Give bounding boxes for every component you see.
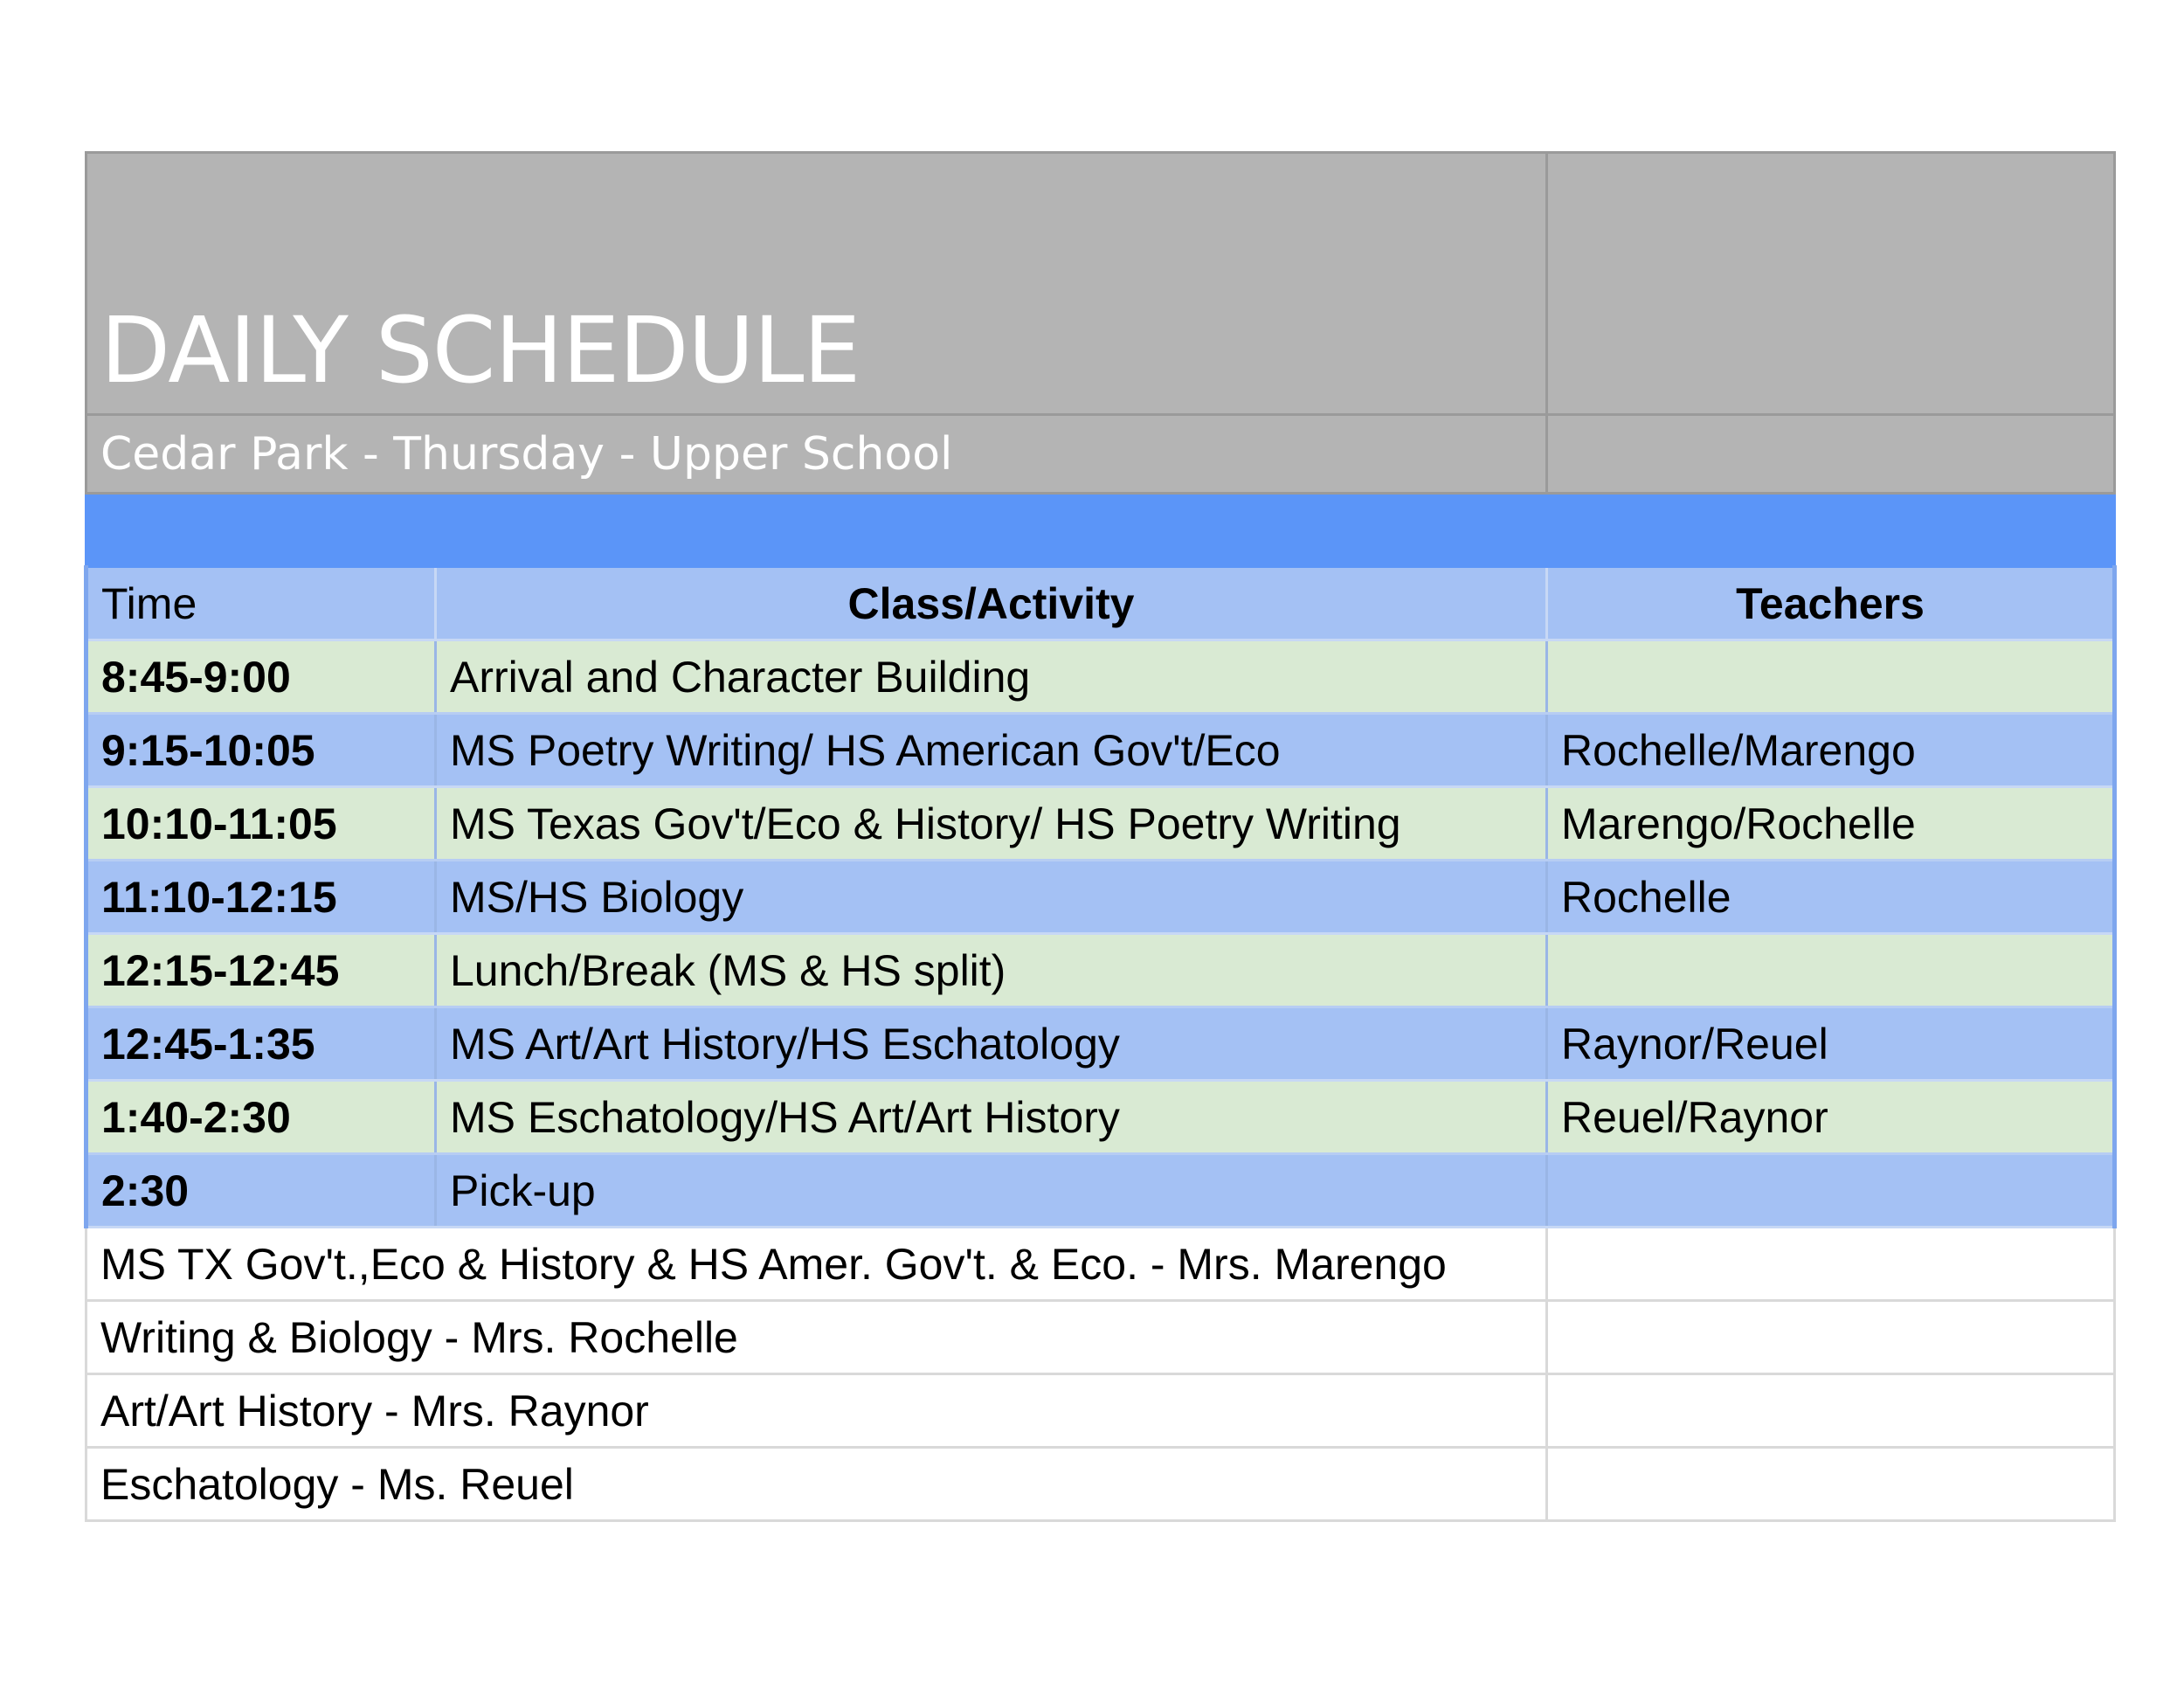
note-empty-cell[interactable] bbox=[1547, 1301, 2115, 1374]
activity-cell[interactable]: MS Art/Art History/HS Eschatology bbox=[436, 1007, 1547, 1081]
activity-cell[interactable]: Pick-up bbox=[436, 1154, 1547, 1228]
title-row bbox=[86, 153, 2115, 415]
table-row bbox=[86, 787, 2115, 861]
column-header-row bbox=[86, 567, 2115, 640]
note-empty-cell[interactable] bbox=[1547, 1448, 2115, 1521]
activity-cell[interactable]: MS/HS Biology bbox=[436, 861, 1547, 934]
table-row bbox=[86, 1007, 2115, 1081]
note-cell[interactable]: Eschatology - Ms. Reuel bbox=[86, 1448, 1547, 1521]
note-row bbox=[86, 1448, 2115, 1521]
table-row bbox=[86, 1081, 2115, 1154]
note-row bbox=[86, 1301, 2115, 1374]
subtitle-row bbox=[86, 415, 2115, 494]
time-cell[interactable]: 1:40-2:30 bbox=[86, 1081, 436, 1154]
teachers-cell[interactable] bbox=[1547, 640, 2115, 714]
note-row bbox=[86, 1228, 2115, 1301]
title-cell[interactable] bbox=[86, 153, 1547, 415]
note-cell[interactable]: MS TX Gov't.,Eco & History & HS Amer. Gov't. & Eco. - Mrs. Marengo bbox=[86, 1228, 1547, 1301]
header-class-activity[interactable]: Class/Activity bbox=[436, 567, 1547, 640]
table-row bbox=[86, 861, 2115, 934]
title-empty-cell[interactable] bbox=[1547, 153, 2115, 415]
activity-cell[interactable]: Lunch/Break (MS & HS split) bbox=[436, 934, 1547, 1007]
time-cell[interactable]: 12:15-12:45 bbox=[86, 934, 436, 1007]
page-title: DAILY SCHEDULE bbox=[100, 297, 860, 404]
teachers-cell[interactable] bbox=[1547, 934, 2115, 1007]
subtitle-cell[interactable] bbox=[86, 415, 1547, 494]
teachers-cell[interactable]: Rochelle/Marengo bbox=[1547, 714, 2115, 787]
time-cell[interactable]: 9:15-10:05 bbox=[86, 714, 436, 787]
time-cell[interactable]: 10:10-11:05 bbox=[86, 787, 436, 861]
header-teachers[interactable]: Teachers bbox=[1547, 567, 2115, 640]
note-cell[interactable]: Art/Art History - Mrs. Raynor bbox=[86, 1374, 1547, 1448]
subtitle-empty-cell[interactable] bbox=[1547, 415, 2115, 494]
teachers-cell[interactable]: Reuel/Raynor bbox=[1547, 1081, 2115, 1154]
page-subtitle: Cedar Park - Thursday - Upper School bbox=[100, 427, 953, 481]
schedule-sheet bbox=[84, 151, 2117, 1522]
table-row bbox=[86, 714, 2115, 787]
activity-cell[interactable]: MS Eschatology/HS Art/Art History bbox=[436, 1081, 1547, 1154]
table-row bbox=[86, 640, 2115, 714]
teachers-cell[interactable]: Rochelle bbox=[1547, 861, 2115, 934]
teachers-cell[interactable]: Raynor/Reuel bbox=[1547, 1007, 2115, 1081]
blue-band-cell[interactable] bbox=[86, 494, 2115, 567]
time-cell[interactable]: 11:10-12:15 bbox=[86, 861, 436, 934]
blue-band-row bbox=[86, 494, 2115, 567]
note-row bbox=[86, 1374, 2115, 1448]
teachers-cell[interactable]: Marengo/Rochelle bbox=[1547, 787, 2115, 861]
time-cell[interactable]: 12:45-1:35 bbox=[86, 1007, 436, 1081]
table-row bbox=[86, 1154, 2115, 1228]
time-cell[interactable]: 8:45-9:00 bbox=[86, 640, 436, 714]
note-empty-cell[interactable] bbox=[1547, 1228, 2115, 1301]
activity-cell[interactable]: MS Texas Gov't/Eco & History/ HS Poetry Writing bbox=[436, 787, 1547, 861]
note-empty-cell[interactable] bbox=[1547, 1374, 2115, 1448]
note-cell[interactable]: Writing & Biology - Mrs. Rochelle bbox=[86, 1301, 1547, 1374]
table-row bbox=[86, 934, 2115, 1007]
teachers-cell[interactable] bbox=[1547, 1154, 2115, 1228]
activity-cell[interactable]: Arrival and Character Building bbox=[436, 640, 1547, 714]
activity-cell[interactable]: MS Poetry Writing/ HS American Gov't/Eco bbox=[436, 714, 1547, 787]
time-cell[interactable]: 2:30 bbox=[86, 1154, 436, 1228]
header-time[interactable]: Time bbox=[86, 567, 436, 640]
